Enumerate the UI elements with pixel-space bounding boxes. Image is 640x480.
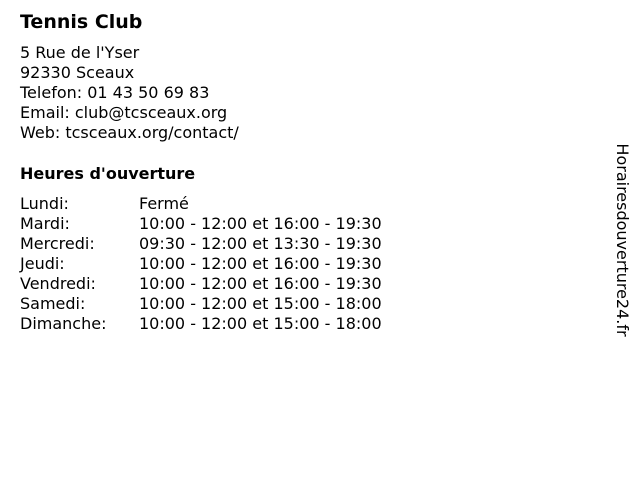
street-address: 5 Rue de l'Yser — [20, 43, 140, 62]
day-hours: 10:00 - 12:00 et 15:00 - 18:00 — [139, 294, 382, 313]
business-contact — [20, 43, 239, 143]
postal-city: 92330 Sceaux — [20, 63, 135, 82]
business-name: Tennis Club — [20, 11, 143, 33]
day-label: Vendredi: — [20, 274, 96, 293]
day-hours: 10:00 - 12:00 et 16:00 - 19:30 — [139, 214, 382, 233]
day-label: Lundi: — [20, 194, 69, 213]
day-label: Samedi: — [20, 294, 86, 313]
day-hours: 10:00 - 12:00 et 16:00 - 19:30 — [139, 274, 382, 293]
day-hours: 09:30 - 12:00 et 13:30 - 19:30 — [139, 234, 382, 253]
day-hours: Fermé — [139, 194, 189, 213]
phone-line: Telefon: 01 43 50 69 83 — [20, 83, 210, 102]
day-label: Jeudi: — [20, 254, 65, 273]
day-label: Mercredi: — [20, 234, 95, 253]
day-hours: 10:00 - 12:00 et 16:00 - 19:30 — [139, 254, 382, 273]
email-line: Email: club@tcsceaux.org — [20, 103, 228, 122]
opening-hours-heading: Heures d'ouverture — [20, 164, 196, 183]
web-line: Web: tcsceaux.org/contact/ — [20, 123, 239, 142]
day-hours: 10:00 - 12:00 et 15:00 - 18:00 — [139, 314, 382, 333]
day-label: Mardi: — [20, 214, 70, 233]
day-label: Dimanche: — [20, 314, 107, 333]
site-watermark: Horairesdouverture24.fr — [613, 143, 632, 337]
